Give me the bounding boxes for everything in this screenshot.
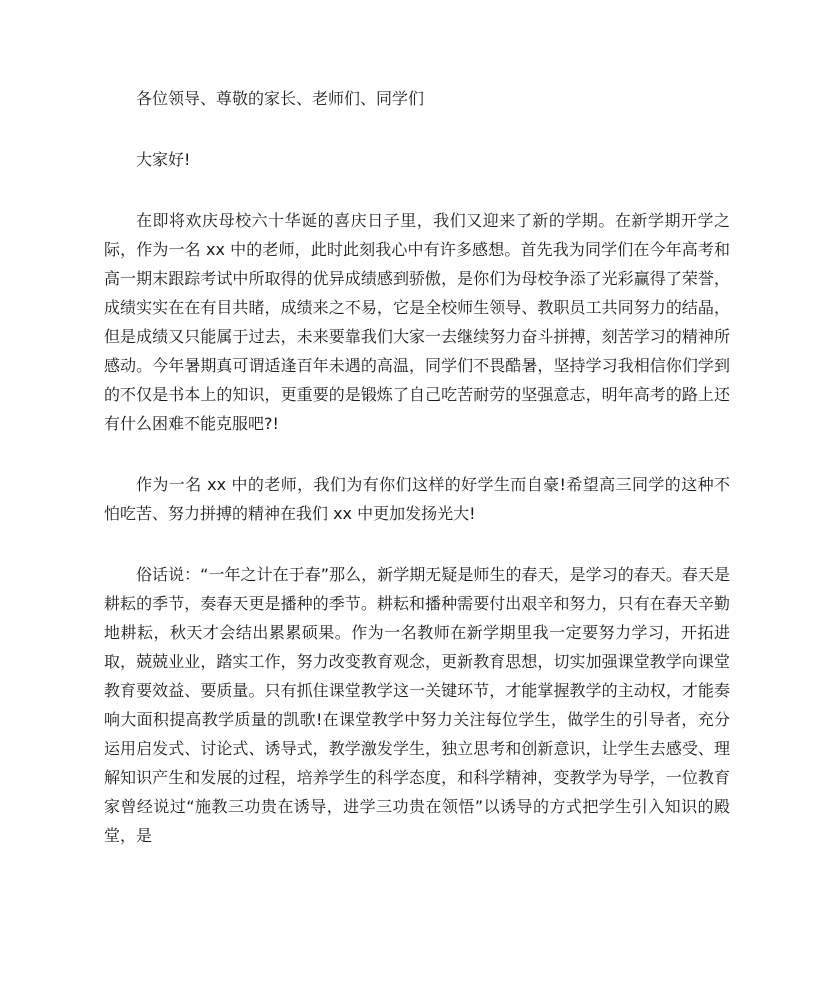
paragraph-2: 作为一名 xx 中的老师，我们为有你们这样的好学生而自豪!希望高三同学的这种不怕吃苦、努力拼搏的精神在我们 xx 中更加发扬光大! bbox=[104, 475, 730, 523]
spacer bbox=[104, 528, 730, 560]
spacer bbox=[104, 174, 730, 206]
document-body bbox=[104, 84, 730, 850]
paragraph-1: 在即将欢庆母校六十华诞的喜庆日子里，我们又迎来了新的学期。在新学期开学之际，作为一名 xx 中的老师，此时此刻我心中有许多感想。首先我为同学们在今年高考和高一期末跟踪考试中所取得的优异成绩感到骄傲，是你们为母校争添了光彩赢得了荣誉，成绩实实在在有目共睹，成绩来之不易，它是全校师生领导、教职员工共同努力的结晶，但是成绩又只能属于过去，未来要靠我们大家一去继续努力奋斗拼搏，刻苦学习的精神所感动。今年暑期真可谓适逢百年未遇的高温，同学们不畏酷暑，坚持学习我相信你们学到的不仅是书本上的知识，更重要的是锻炼了自己吃苦耐劳的坚强意志，明年高考的路上还有什么困难不能克服吧?! bbox=[104, 211, 730, 433]
salutation: 各位领导、尊敬的家长、老师们、同学们 bbox=[136, 89, 425, 108]
greeting: 大家好! bbox=[136, 150, 191, 169]
paragraph-3: 俗话说：“一年之计在于春”那么，新学期无疑是师生的春天，是学习的春天。春天是耕耘的季节，奏春天更是播种的季节。耕耘和播种需要付出艰辛和努力，只有在春天辛勤地耕耘，秋天才会结出累累硕果。作为一名教师在新学期里我一定要努力学习，开拓进取，兢兢业业，踏实工作，努力改变教育观念，更新教育思想，切实加强课堂教学向课堂教育要效益、要质量。只有抓住课堂教学这一关键环节，才能掌握教学的主动权，才能奏响大面积提高教学质量的凯歌!在课堂教学中努力关注每位学生，做学生的引导者，充分运用启发式、讨论式、诱导式，教学激发学生，独立思考和创新意识，让学生去感受、理解知识产生和发展的过程，培养学生的科学态度，和科学精神，变教学为导学，一位教育家曾经说过“施教三功贵在诱导，进学三功贵在领悟”以诱导的方式把学生引入知识的殿堂，是 bbox=[104, 565, 730, 845]
spacer bbox=[104, 113, 730, 145]
spacer bbox=[104, 438, 730, 470]
